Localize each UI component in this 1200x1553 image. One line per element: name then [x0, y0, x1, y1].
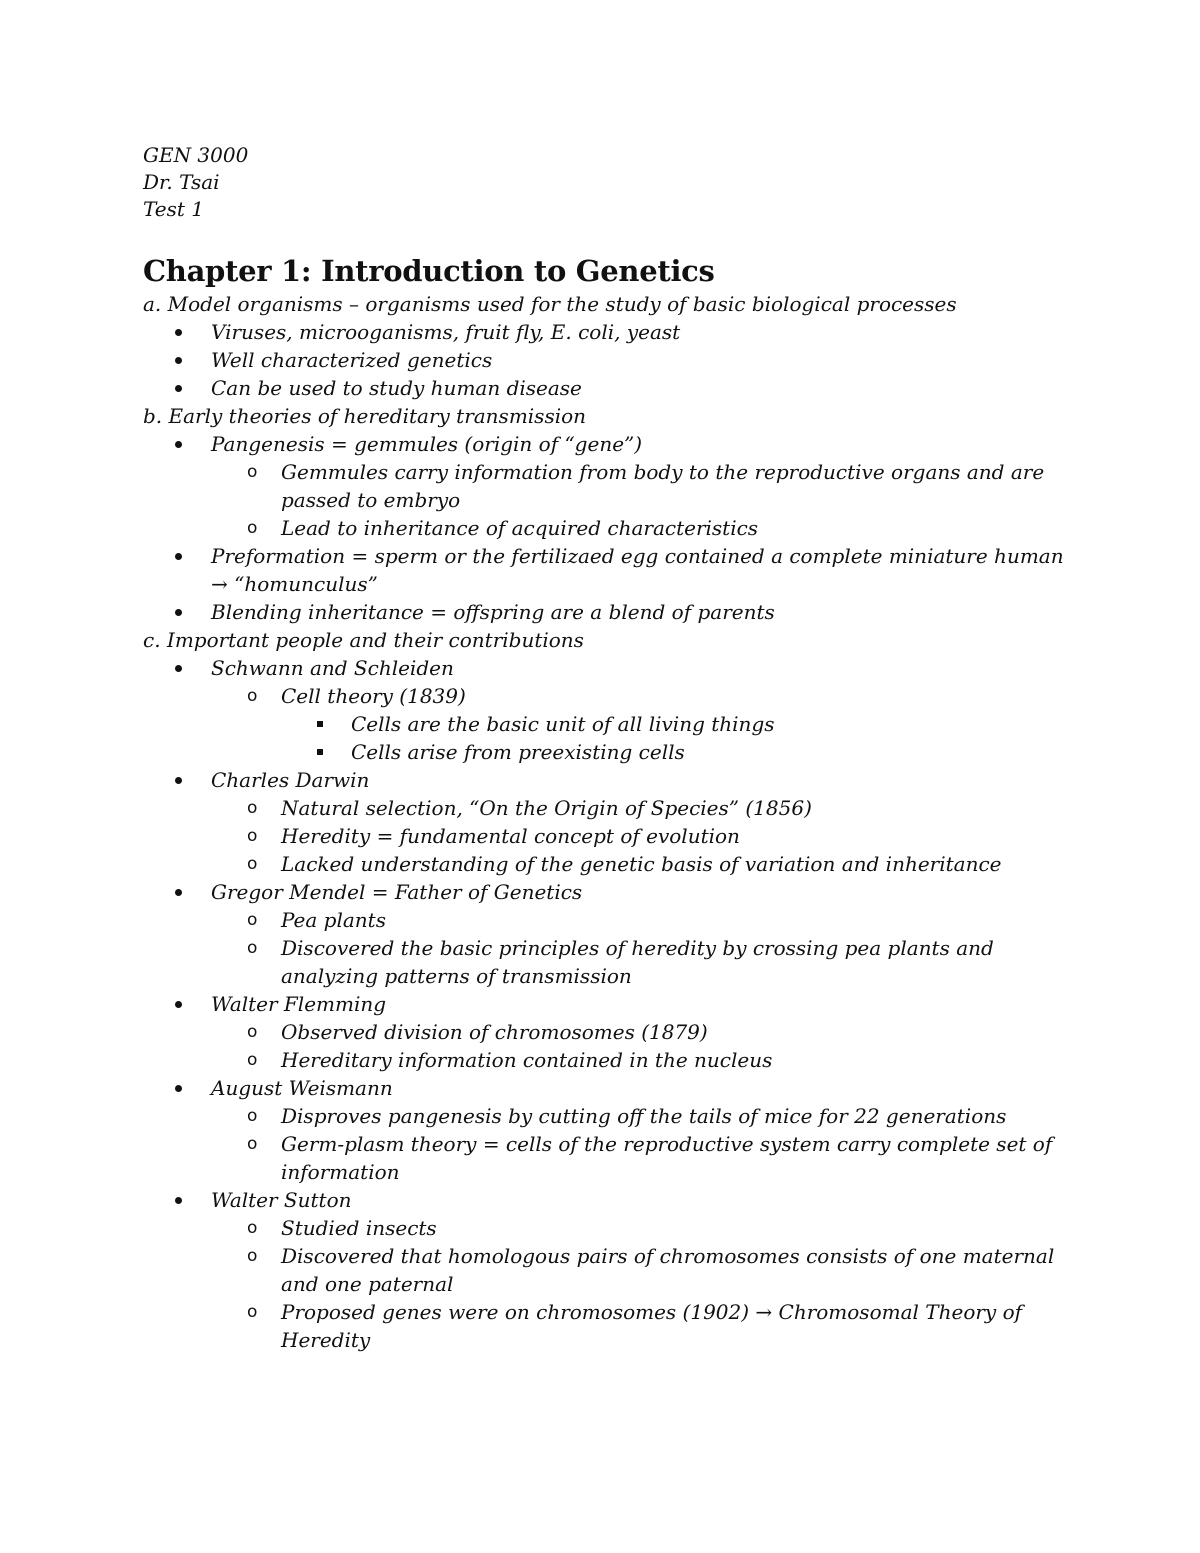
sub-sub-bullet-item: [281, 710, 1073, 738]
bullet-list: [143, 318, 1073, 402]
sub-bullet-item: [211, 682, 1073, 766]
bullet-text: Blending inheritance = offspring are a blend of parents: [211, 600, 775, 624]
bullet-text: Walter Sutton: [211, 1188, 352, 1212]
bullet-item: [143, 430, 1073, 542]
section-list: [143, 290, 1073, 1354]
chapter-title: Chapter 1: Introduction to Genetics: [143, 254, 715, 288]
sub-bullet-item: [211, 906, 1073, 934]
sub-bullet-text: Lead to inheritance of acquired characteristics: [281, 516, 759, 540]
bullet-item: [143, 1186, 1073, 1354]
bullet-text: August Weismann: [211, 1076, 393, 1100]
sub-bullet-text: Proposed genes were on chromosomes (1902) → Chromosomal Theory of Heredity: [281, 1300, 1023, 1352]
notes-body: [143, 252, 1073, 1354]
sub-bullet-item: [211, 822, 1073, 850]
sub-bullet-item: [211, 934, 1073, 990]
sub-bullet-text: Germ-plasm theory = cells of the reproductive system carry complete set of information: [281, 1132, 1053, 1184]
sub-bullet-list: [211, 1214, 1073, 1354]
section-heading: b. Early theories of hereditary transmission: [143, 404, 587, 428]
bullet-item: [143, 346, 1073, 374]
bullet-item: [143, 878, 1073, 990]
sub-bullet-item: [211, 794, 1073, 822]
sub-sub-bullet-list: [281, 710, 1073, 766]
bullet-item: [143, 1074, 1073, 1186]
sub-bullet-list: [211, 794, 1073, 878]
bullet-text: Pangenesis = gemmules (origin of “gene”): [211, 432, 643, 456]
bullet-text: Viruses, microoganisms, fruit fly, E. coli, yeast: [211, 320, 681, 344]
sub-sub-bullet-text: Cells are the basic unit of all living things: [351, 712, 775, 736]
bullet-item: [143, 542, 1073, 598]
sub-bullet-text: Discovered the basic principles of heredity by crossing pea plants and analyzing patterns of transmission: [281, 936, 994, 988]
sub-sub-bullet-text: Cells arise from preexisting cells: [351, 740, 685, 764]
bullet-item: [143, 318, 1073, 346]
sub-sub-bullet-item: [281, 738, 1073, 766]
bullet-item: [143, 766, 1073, 878]
sub-bullet-item: [211, 514, 1073, 542]
sub-bullet-item: [211, 1046, 1073, 1074]
sub-bullet-list: [211, 1102, 1073, 1186]
bullet-text: Gregor Mendel = Father of Genetics: [211, 880, 583, 904]
bullet-text: Well characterized genetics: [211, 348, 493, 372]
sub-bullet-text: Natural selection, “On the Origin of Species” (1856): [281, 796, 812, 820]
sub-bullet-text: Discovered that homologous pairs of chromosomes consists of one maternal and one paternal: [281, 1244, 1055, 1296]
section-heading: a. Model organisms – organisms used for the study of basic biological processes: [143, 292, 957, 316]
bullet-item: [143, 654, 1073, 766]
bullet-text: Charles Darwin: [211, 768, 370, 792]
bullet-item: [143, 990, 1073, 1074]
sub-bullet-item: [211, 850, 1073, 878]
sub-bullet-text: Hereditary information contained in the nucleus: [281, 1048, 773, 1072]
sub-bullet-item: [211, 458, 1073, 514]
document-header: [143, 142, 248, 223]
section-heading: c. Important people and their contributions: [143, 628, 584, 652]
bullet-item: [143, 374, 1073, 402]
bullet-list: [143, 654, 1073, 1354]
sub-bullet-text: Disproves pangenesis by cutting off the tails of mice for 22 generations: [281, 1104, 1007, 1128]
sub-bullet-text: Heredity = fundamental concept of evolution: [281, 824, 740, 848]
sub-bullet-item: [211, 1298, 1073, 1354]
sub-bullet-list: [211, 458, 1073, 542]
bullet-text: Can be used to study human disease: [211, 376, 582, 400]
bullet-text: Schwann and Schleiden: [211, 656, 454, 680]
sub-bullet-text: Lacked understanding of the genetic basis of variation and inheritance: [281, 852, 1002, 876]
sub-bullet-list: [211, 906, 1073, 990]
sub-bullet-text: Studied insects: [281, 1216, 437, 1240]
bullet-text: Preformation = sperm or the fertilizaed egg contained a complete miniature human → “homunculus”: [211, 544, 1064, 596]
sub-bullet-item: [211, 1214, 1073, 1242]
sub-bullet-text: Gemmules carry information from body to the reproductive organs and are passed to embryo: [281, 460, 1045, 512]
sub-bullet-item: [211, 1018, 1073, 1046]
sub-bullet-text: Pea plants: [281, 908, 386, 932]
bullet-item: [143, 598, 1073, 626]
sub-bullet-text: Cell theory (1839): [281, 684, 466, 708]
bullet-list: [143, 430, 1073, 626]
bullet-text: Walter Flemming: [211, 992, 387, 1016]
sub-bullet-text: Observed division of chromosomes (1879): [281, 1020, 708, 1044]
exam-label: Test 1: [143, 197, 205, 221]
sub-bullet-item: [211, 1130, 1073, 1186]
course-code: GEN 3000: [143, 143, 249, 167]
instructor-name: Dr. Tsai: [143, 170, 220, 194]
sub-bullet-list: [211, 1018, 1073, 1074]
sub-bullet-item: [211, 1102, 1073, 1130]
sub-bullet-item: [211, 1242, 1073, 1298]
sub-bullet-list: [211, 682, 1073, 766]
